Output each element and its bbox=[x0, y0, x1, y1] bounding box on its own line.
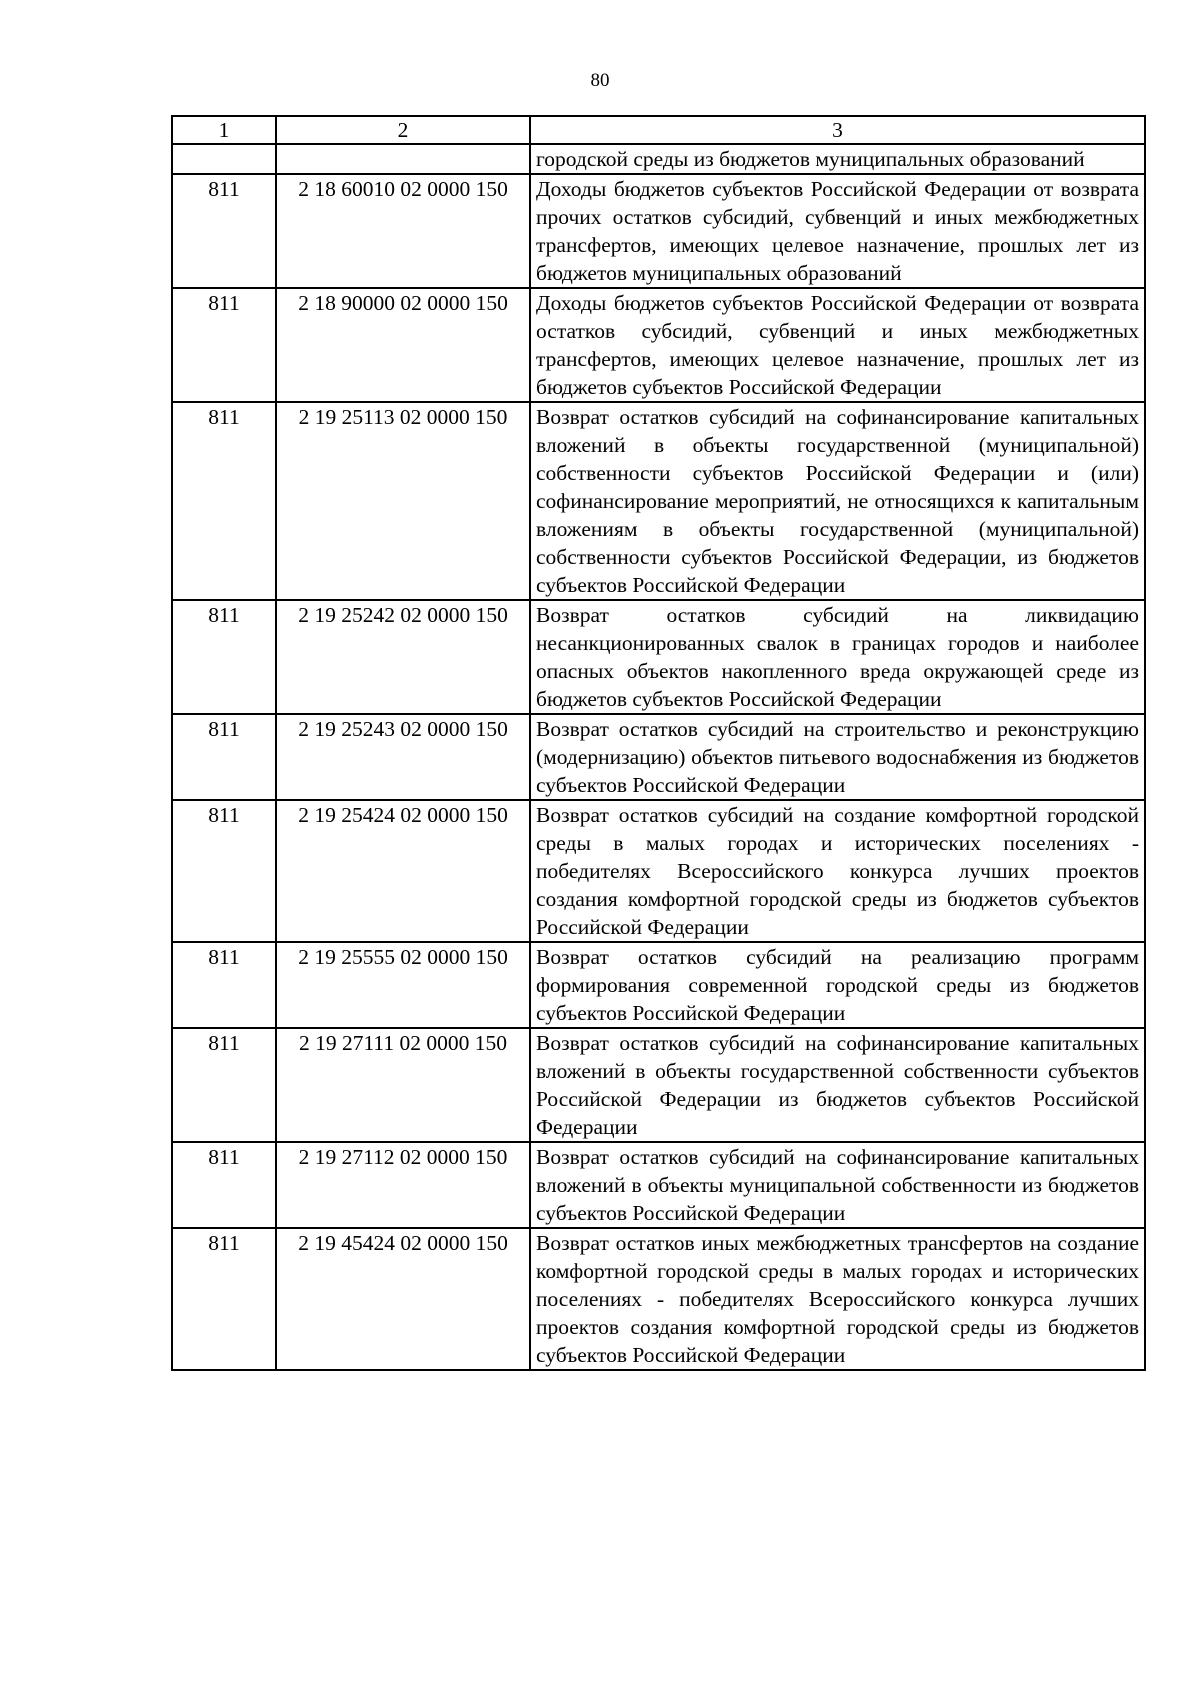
revenue-code-cell bbox=[276, 144, 530, 174]
table-row bbox=[172, 1228, 1145, 1370]
table-row bbox=[172, 600, 1145, 714]
admin-code-cell: 811 bbox=[172, 1028, 276, 1142]
table-row bbox=[172, 174, 1145, 288]
revenue-name-cell: Возврат остатков субсидий на софинансирование капитальных вложений в объекты муниципальной собственности из бюджетов субъектов Российской Федерации bbox=[530, 1142, 1145, 1228]
revenue-name-cell: Доходы бюджетов субъектов Российской Федерации от возврата прочих остатков субсидий, субвенций и иных межбюджетных трансфертов, имеющих целевое назначение, прошлых лет из бюджетов муниципальных образований bbox=[530, 174, 1145, 288]
revenue-name-cell: Возврат остатков субсидий на софинансирование капитальных вложений в объекты государственной (муниципальной) собственности субъектов Российской Федерации и (или) софинансирование мероприятий, не относящихся к капитальным вложениям в объекты государственной (муниципальной) собственности субъектов Российской Федерации, из бюджетов субъектов Российской Федерации bbox=[530, 402, 1145, 600]
revenue-code-cell: 2 19 27111 02 0000 150 bbox=[276, 1028, 530, 1142]
admin-code-cell: 811 bbox=[172, 942, 276, 1028]
admin-code-cell: 811 bbox=[172, 288, 276, 402]
header-col-1: 1 bbox=[172, 116, 276, 144]
table-row bbox=[172, 800, 1145, 942]
revenue-name-cell: Возврат остатков субсидий на строительство и реконструкцию (модернизацию) объектов питьевого водоснабжения из бюджетов субъектов Российской Федерации bbox=[530, 714, 1145, 800]
revenue-name-cell: Возврат остатков субсидий на софинансирование капитальных вложений в объекты государственной собственности субъектов Российской Федерации из бюджетов субъектов Российской Федерации bbox=[530, 1028, 1145, 1142]
revenue-code-cell: 2 19 25113 02 0000 150 bbox=[276, 402, 530, 600]
admin-code-cell: 811 bbox=[172, 174, 276, 288]
admin-code-cell: 811 bbox=[172, 402, 276, 600]
table-row bbox=[172, 942, 1145, 1028]
admin-code-cell: 811 bbox=[172, 714, 276, 800]
revenue-codes-table bbox=[171, 115, 1146, 1371]
admin-code-cell: 811 bbox=[172, 1142, 276, 1228]
revenue-name-cell: Возврат остатков субсидий на создание комфортной городской среды в малых городах и исторических поселениях - победителях Всероссийского конкурса лучших проектов создания комфортной городской среды из бюджетов субъектов Российской Федерации bbox=[530, 800, 1145, 942]
header-col-2: 2 bbox=[276, 116, 530, 144]
table-row bbox=[172, 714, 1145, 800]
revenue-code-cell: 2 19 45424 02 0000 150 bbox=[276, 1228, 530, 1370]
revenue-name-cell: Возврат остатков субсидий на реализацию программ формирования современной городской среды из бюджетов субъектов Российской Федерации bbox=[530, 942, 1145, 1028]
header-col-3: 3 bbox=[530, 116, 1145, 144]
admin-code-cell bbox=[172, 144, 276, 174]
revenue-name-cell: Возврат остатков иных межбюджетных трансфертов на создание комфортной городской среды в малых городах и исторических поселениях - победителях Всероссийского конкурса лучших проектов создания комфортной городской среды из бюджетов субъектов Российской Федерации bbox=[530, 1228, 1145, 1370]
revenue-name-cell: Доходы бюджетов субъектов Российской Федерации от возврата остатков субсидий, субвенций и иных межбюджетных трансфертов, имеющих целевое назначение, прошлых лет из бюджетов субъектов Российской Федерации bbox=[530, 288, 1145, 402]
admin-code-cell: 811 bbox=[172, 600, 276, 714]
revenue-name-cell: городской среды из бюджетов муниципальных образований bbox=[530, 144, 1145, 174]
revenue-name-cell: Возврат остатков субсидий на ликвидацию несанкционированных свалок в границах городов и наиболее опасных объектов накопленного вреда окружающей среде из бюджетов субъектов Российской Федерации bbox=[530, 600, 1145, 714]
revenue-code-cell: 2 19 25243 02 0000 150 bbox=[276, 714, 530, 800]
page-number: 80 bbox=[590, 70, 610, 91]
table-row bbox=[172, 1028, 1145, 1142]
table-header bbox=[172, 116, 1145, 144]
table-row bbox=[172, 1142, 1145, 1228]
revenue-code-cell: 2 19 25242 02 0000 150 bbox=[276, 600, 530, 714]
table-row bbox=[172, 402, 1145, 600]
admin-code-cell: 811 bbox=[172, 800, 276, 942]
revenue-code-cell: 2 19 27112 02 0000 150 bbox=[276, 1142, 530, 1228]
revenue-code-cell: 2 18 60010 02 0000 150 bbox=[276, 174, 530, 288]
table-row bbox=[172, 288, 1145, 402]
revenue-code-cell: 2 19 25424 02 0000 150 bbox=[276, 800, 530, 942]
header-row bbox=[172, 116, 1145, 144]
table-body bbox=[172, 144, 1145, 1370]
revenue-code-cell: 2 18 90000 02 0000 150 bbox=[276, 288, 530, 402]
revenue-code-cell: 2 19 25555 02 0000 150 bbox=[276, 942, 530, 1028]
table-row bbox=[172, 144, 1145, 174]
admin-code-cell: 811 bbox=[172, 1228, 276, 1370]
